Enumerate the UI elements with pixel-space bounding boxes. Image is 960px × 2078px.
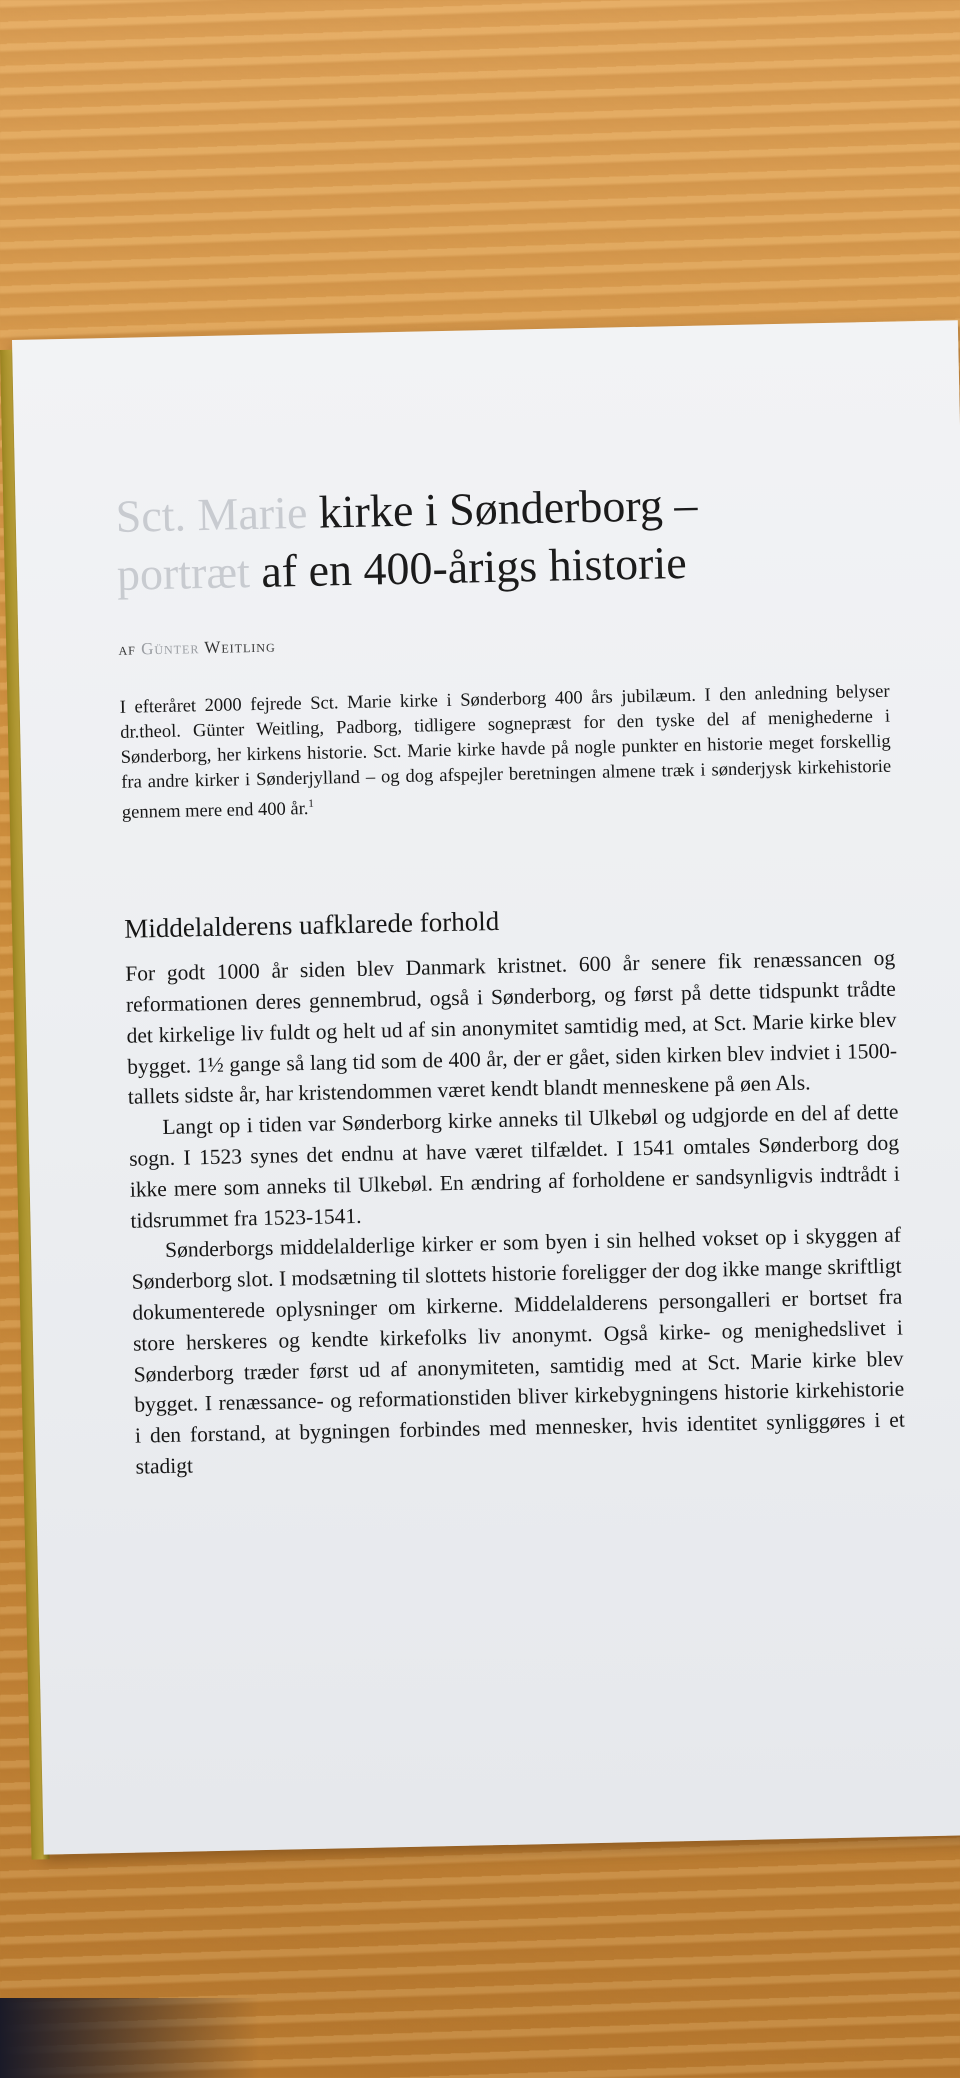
body-paragraph-3: Sønderborgs middelalderlige kirker er som byen i sin helhed vokset op i skyggen af Sønderborg slot. I modsætning til slottets historie foreligger der dog ikke mange skriftligt dokumenterede oplysninger om kirkerne. Middelalderens persongalleri er bortset fra store herskeres og kendte kirkefolks liv anonymt. Også kirke- og menighedslivet i Sønderborg træder først ud af anonymiteten, samtidig med at Sct. Marie kirke blev bygget. I renæssance- og reformationstiden bliver kirkebygningens historie kirkehistorie i den forstand, at bygningen forbindes med mennesker, hvis identitet synliggøres i et stadigt	[131, 1222, 906, 1479]
title-line2-faint: portræt	[116, 546, 251, 600]
byline	[118, 624, 888, 660]
intro-text: I efteråret 2000 fejrede Sct. Marie kirke i Sønderborg 400 års jubilæum. I den anledning belyser dr.theol. Günter Weitling, Padborg, tidligere sognepræst for den tyske del af menighederne i Sønderborg, her kirkens historie. Sct. Marie kirke havde på nogle punkter en historie meget forskellig fra andre kirker i Sønderjylland – og dog afspejler beretningen almene træk i sønderjysk kirkehistorie gennem mere end 400 år.	[119, 681, 892, 823]
title-line2: af en 400-årigs historie	[249, 536, 688, 598]
table-shadow	[0, 1998, 260, 2078]
page-content	[115, 472, 906, 1483]
intro-paragraph	[119, 680, 892, 826]
section-heading: Middelalderens uafklarede forhold	[124, 906, 500, 944]
byline-faint: Günter	[135, 638, 200, 659]
byline-name: Weitling	[199, 636, 276, 658]
body-paragraph-2: Langt op i tiden var Sønderborg kirke anneks til Ulkebøl og udgjorde en del af dette sogn. I 1523 synes det endnu at have været tilfældet. I 1541 omtales Sønderborg dog ikke mere som anneks til Ulkebøl. En ændring af forholdene er sandsynligvis indtrådt i tidsrummet fra 1523-1541.	[128, 1099, 900, 1233]
article-title	[115, 472, 887, 604]
intro-footnote: 1	[308, 797, 314, 810]
byline-prefix: af	[118, 639, 137, 659]
body-paragraph-1: For godt 1000 år siden blev Danmark kristnet. 600 år senere fik renæssancen og reformationen deres gennembrud, også i Sønderborg, og først på dette tidspunkt trådte det kirkelige liv fuldt og helt ud af sin anonymitet samtidig med, at Sct. Marie kirke blev bygget. 1½ gange så lang tid som de 400 år, der er gået, siden kirken blev indviet i 1500-tallets sidste år, har kristendommen været kendt blandt menneskene på øen Als.	[125, 945, 898, 1110]
booklet-page	[12, 320, 960, 1854]
title-line1: kirke i Sønderborg –	[306, 478, 698, 538]
title-line1-faint: Sct. Marie	[115, 486, 308, 542]
